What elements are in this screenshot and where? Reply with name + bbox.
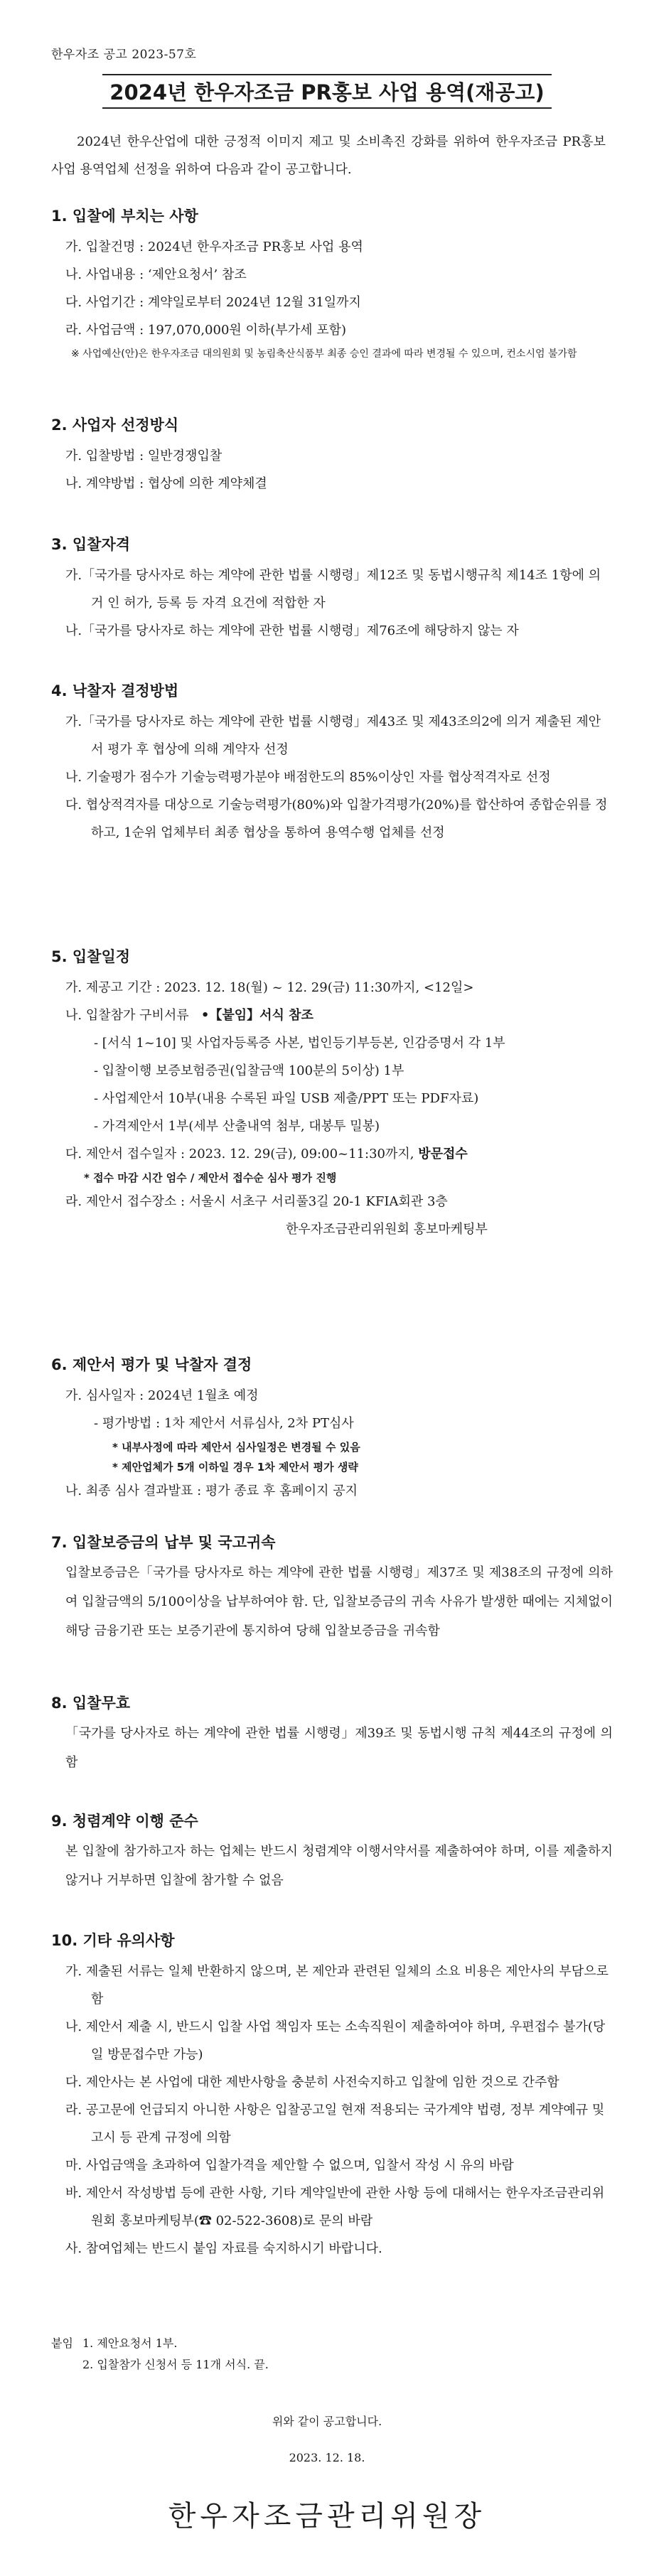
section-6-heading: 6. 제안서 평가 및 낙찰자 결정	[51, 1356, 252, 1373]
section-10-item: 바. 제안서 작성방법 등에 관한 사항, 기타 계약일반에 관한 사항 등에 대해서는 한우자조금관리위원회 홍보마케팅부(☎ 02-522-3608)로 문의 바람	[65, 2186, 605, 2228]
section-1-note: ※ 사업예산(안)은 한우자조금 대의원회 및 농림축산식품부 최종 승인 결과에 따라 변경될 수 있으며, 컨소시엄 불가함	[71, 348, 577, 360]
attachments-list	[82, 2333, 269, 2376]
section-9	[51, 1810, 613, 1895]
section-9-text: 본 입찰에 참가하고자 하는 업체는 반드시 청렴계약 이행서약서를 제출하여야 하며, 이를 제출하지 않거나 거부하면 입찰에 참가할 수 없음	[65, 1844, 613, 1888]
section-8-text: 「국가를 당사자로 하는 계약에 관한 법률 시행령」제39조 및 동법시행 규칙 제44조의 규정에 의함	[65, 1726, 613, 1770]
attachment-reference: •【붙임】서식 참조	[200, 1008, 313, 1023]
section-4-item: 나. 기술평가 점수가 기술능력평가분야 배점한도의 85%이상인 자를 협상적격자로 선정	[65, 770, 551, 785]
section-7-heading: 7. 입찰보증금의 납부 및 국고귀속	[51, 1534, 276, 1551]
section-6-review-date: 가. 심사일자 : 2024년 1월초 예정	[65, 1388, 259, 1403]
section-5-documents	[51, 1002, 613, 1029]
section-5-heading: 5. 입찰일정	[51, 948, 131, 965]
section-7	[51, 1531, 613, 1646]
section-2-item: 가. 입찰방법 : 일반경쟁입찰	[65, 449, 223, 463]
section-4	[51, 680, 613, 847]
section-8-heading: 8. 입찰무효	[51, 1695, 131, 1712]
section-10-item: 라. 공고문에 언급되지 아니한 사항은 입찰공고일 현재 적용되는 국가계약 법령, 정부 계약예규 및 고시 등 관계 규정에 의함	[65, 2103, 605, 2145]
document-item: - 가격제안서 1부(세부 산출내역 첨부, 대봉투 밀봉)	[94, 1119, 380, 1134]
section-1-item: 다. 사업기간 : 계약일로부터 2024년 12월 31일까지	[65, 295, 361, 310]
section-4-item: 가.「국가를 당사자로 하는 계약에 관한 법률 시행령」제43조 및 제43조의2에 의거 제출된 제안서 평가 후 협상에 의해 계약자 선정	[65, 714, 601, 757]
section-3-item: 가.「국가를 당사자로 하는 계약에 관한 법률 시행령」제12조 및 동법시행규칙 제14조 1항에 의거 인 허가, 등록 등 자격 요건에 적합한 자	[65, 568, 601, 611]
section-3-item: 나.「국가를 당사자로 하는 계약에 관한 법률 시행령」제76조에 해당하지 않는 자	[65, 623, 519, 638]
section-10-item: 나. 제안서 제출 시, 반드시 입찰 사업 책임자 또는 소속직원이 제출하여야 하며, 우편접수 불가(당일 방문접수만 가능)	[65, 2019, 606, 2062]
signer-name: 한우자조금관리위원장	[168, 2500, 486, 2533]
section-5-submission-place: 라. 제안서 접수장소 : 서울시 서초구 서리풀3길 20-1 KFIA회관 3층	[65, 1194, 448, 1209]
attachment-item: 1. 제안요청서 1부.	[82, 2336, 178, 2350]
closing-statement: 위와 같이 공고합니다.	[272, 2415, 382, 2428]
document-item: - 입찰이행 보증보험증권(입찰금액 100분의 5이상) 1부	[94, 1063, 404, 1078]
section-1-item: 나. 사업내용 : ‘제안요청서’ 참조	[65, 267, 247, 282]
section-5	[51, 945, 613, 1243]
section-10-item: 사. 참여업체는 반드시 붙임 자료를 숙지하시기 바랍니다.	[65, 2241, 382, 2256]
attachments-row	[51, 2333, 613, 2376]
section-1	[51, 205, 613, 364]
section-10-item: 다. 제안사는 본 사업에 대한 제반사항을 충분히 사전숙지하고 입찰에 임한 것으로 간주함	[65, 2075, 559, 2090]
section-5-submission-date	[51, 1140, 613, 1168]
section-9-heading: 9. 청렴계약 이행 준수	[51, 1813, 198, 1830]
section-1-item: 가. 입찰건명 : 2024년 한우자조금 PR홍보 사업 용역	[65, 240, 363, 254]
title-wrapper	[0, 74, 654, 109]
intro-paragraph: 2024년 한우산업에 대한 긍정적 이미지 제고 및 소비촉진 강화를 위하여 한우자조금 PR홍보 사업 용역업체 선정을 위하여 다음과 같이 공고합니다.	[51, 134, 606, 177]
section-4-heading: 4. 낙찰자 결정방법	[51, 682, 179, 699]
section-10-heading: 10. 기타 유의사항	[51, 1932, 175, 1949]
section-7-text: 입찰보증금은「국가를 당사자로 하는 계약에 관한 법률 시행령」제37조 및 제38조의 규정에 의하여 입찰금액의 5/100이상을 납부하여야 함. 단, 입찰보증금의 귀속 사유가 발생한 때에는 지체없이 해당 금융기관 또는 보증기관에 통지하여 당해 입찰보증금을 귀속함	[65, 1565, 613, 1638]
section-6-note: * 내부사정에 따라 제안서 심사일정은 변경될 수 있음	[112, 1441, 360, 1454]
section-2	[51, 414, 613, 498]
document-item: - 사업제안서 10부(내용 수록된 파일 USB 제출/PPT 또는 PDF자료)	[94, 1091, 479, 1106]
section-6-announcement: 나. 최종 심사 결과발표 : 평가 종료 후 홈페이지 공지	[65, 1483, 358, 1498]
notice-number: 한우자조 공고 2023-57호	[51, 48, 197, 62]
section-6-note: * 제안업체가 5개 이하일 경우 1차 제안서 평가 생략	[112, 1461, 358, 1474]
page-title: 2024년 한우자조금 PR홍보 사업 용역(재공고)	[102, 74, 551, 109]
documents-label: 나. 입찰참가 구비서류	[65, 1008, 189, 1023]
section-10-item: 마. 사업금액을 초과하여 입찰가격을 제안할 수 없으며, 입찰서 작성 시 유의 바람	[65, 2158, 514, 2173]
section-2-heading: 2. 사업자 선정방식	[51, 417, 179, 434]
section-10	[51, 1929, 613, 2263]
section-1-item: 라. 사업금액 : 197,070,000원 이하(부가세 포함)	[65, 323, 346, 338]
section-3	[51, 533, 613, 645]
submission-department: 한우자조금관리위원회 홍보마케팅부	[286, 1222, 488, 1237]
attachment-item: 2. 입찰참가 신청서 등 11개 서식. 끝.	[82, 2358, 269, 2371]
section-6	[51, 1353, 613, 1505]
section-3-heading: 3. 입찰자격	[51, 536, 131, 553]
section-10-item: 가. 제출된 서류는 일체 반환하지 않으며, 본 제안과 관련된 일체의 소요 비용은 제안사의 부담으로 함	[65, 1964, 609, 2007]
notice-date: 2023. 12. 18.	[289, 2451, 365, 2464]
attachments-label: 붙임	[51, 2336, 73, 2350]
attachments	[51, 2333, 613, 2376]
visit-submission: 방문접수	[418, 1147, 468, 1161]
section-2-item: 나. 계약방법 : 협상에 의한 계약체결	[65, 476, 267, 491]
section-5-note: * 접수 마감 시간 엄수 / 제안서 접수순 심사 평가 진행	[84, 1171, 337, 1184]
submission-date-text: 다. 제안서 접수일자 : 2023. 12. 29(금), 09:00~11:30까지,	[65, 1147, 414, 1161]
section-6-method: - 평가방법 : 1차 제안서 서류심사, 2차 PT심사	[94, 1416, 354, 1431]
section-4-item: 다. 협상적격자를 대상으로 기술능력평가(80%)와 입찰가격평가(20%)를 합산하여 종합순위를 정하고, 1순위 업체부터 최종 협상을 통하여 용역수행 업체를 선정	[65, 798, 608, 840]
section-8	[51, 1692, 613, 1777]
document-item: - [서식 1~10] 및 사업자등록증 사본, 법인등기부등본, 인감증명서 각 1부	[94, 1036, 505, 1051]
section-5-period: 가. 제공고 기간 : 2023. 12. 18(월) ~ 12. 29(금) 11:30까지, <12일>	[65, 980, 474, 995]
section-1-heading: 1. 입찰에 부치는 사항	[51, 208, 198, 225]
